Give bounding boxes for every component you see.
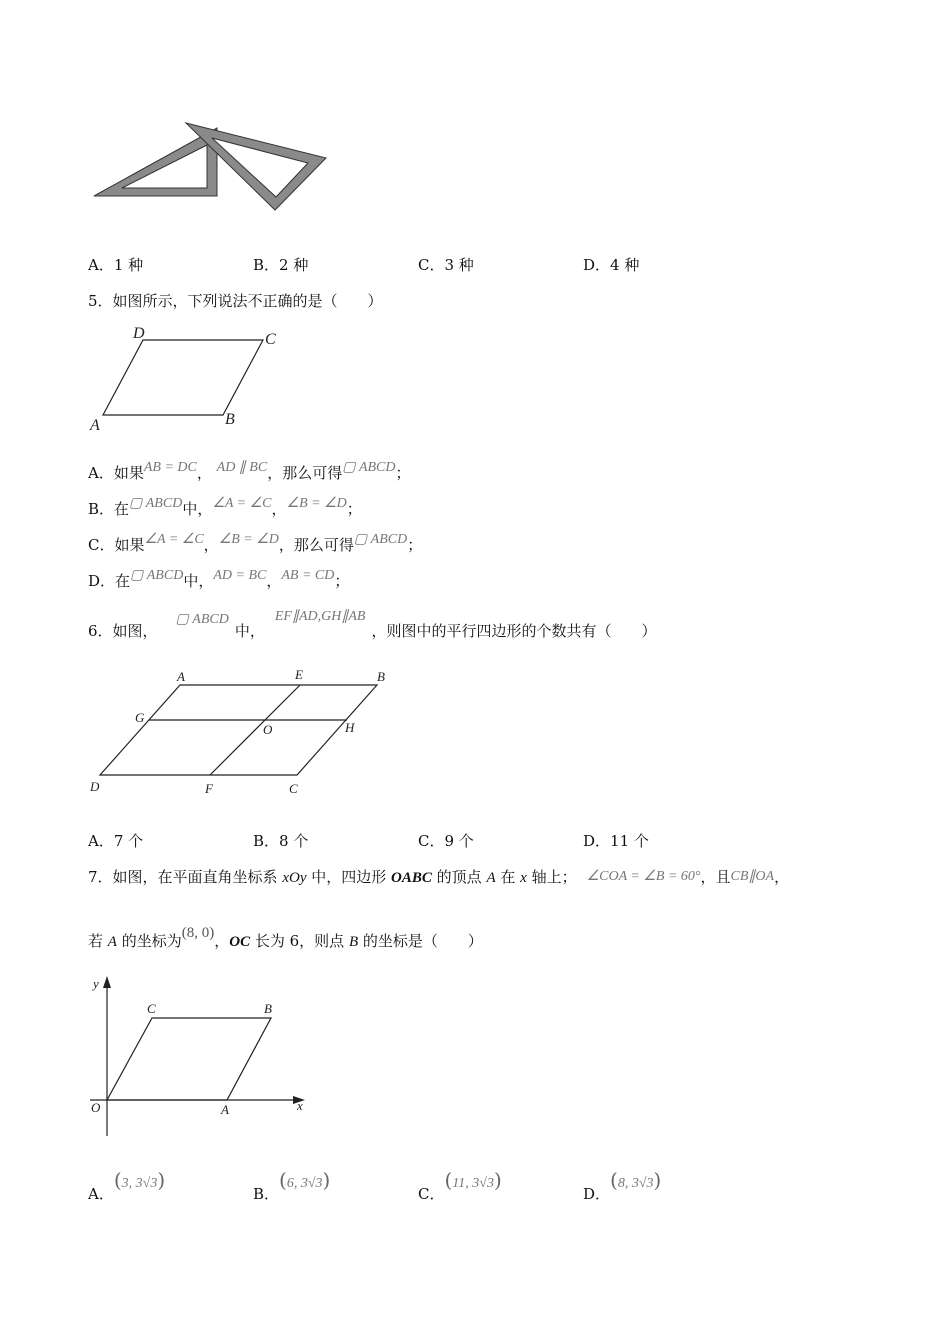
q5-label-b: B <box>225 411 235 428</box>
q6-label-a: A <box>177 669 185 684</box>
label-y: y <box>93 976 99 991</box>
q5-option-a[interactable]: A．如果AB = DC， AD ∥ BC，那么可得▢ ABCD； <box>88 460 411 482</box>
q6-label-o: O <box>263 722 273 737</box>
q5-label-a: A <box>90 417 100 434</box>
label-o: O <box>91 1100 101 1115</box>
q5-option-c[interactable]: C．如果∠A = ∠C，∠B = ∠D，那么可得▢ ABCD； <box>88 532 423 554</box>
q6-option-b[interactable]: B．8 个 <box>253 832 309 850</box>
q5-option-b[interactable]: B．在▢ ABCD中，∠A = ∠C，∠B = ∠D； <box>88 496 362 518</box>
q5-label-c: C <box>265 331 276 348</box>
label-a: A <box>221 1102 229 1117</box>
q6-option-d[interactable]: D．11 个 <box>583 832 649 850</box>
q6-label-h: H <box>345 720 355 735</box>
q6-parallelogram-figure <box>85 660 405 800</box>
q5-parallelogram-figure <box>85 320 295 435</box>
q4-option-b[interactable]: B．2 种 <box>253 256 309 274</box>
label-c: C <box>147 1001 156 1016</box>
q6-label-f: F <box>205 781 213 796</box>
q6-stem: 6．如图，▢ ABCD中，EF∥AD,GH∥AB，则图中的平行四边形的个数共有（ ） <box>88 609 657 640</box>
q6-label-b: B <box>377 669 385 684</box>
q5-option-d[interactable]: D．在▢ ABCD中，AD = BC，AB = CD； <box>88 568 350 590</box>
q4-option-a[interactable]: A．1 种 <box>88 256 144 274</box>
set-square-left-hole <box>122 145 207 188</box>
q6-option-a[interactable]: A．7 个 <box>88 832 144 850</box>
q7-coordinate-figure <box>85 972 325 1142</box>
q7-option-d[interactable]: D．(8, 3√3) <box>583 1168 662 1203</box>
q6-label-e: E <box>295 667 303 682</box>
q6-label-d: D <box>90 779 100 794</box>
q4-option-d[interactable]: D．4 种 <box>583 256 640 274</box>
parallelogram-oabc <box>107 1018 271 1100</box>
y-axis-arrow <box>103 976 111 988</box>
set-squares-figure <box>90 118 335 218</box>
label-x: x <box>297 1098 303 1113</box>
q5-label-d: D <box>133 325 145 342</box>
q7-stem-line1: 7．如图，在平面直角坐标系 xOy 中，四边形 OABC 的顶点 A 在 x 轴上； ∠COA = ∠B = 60°，且CB∥OA， <box>88 868 790 886</box>
q6-label-g: G <box>135 710 145 725</box>
q6-option-c[interactable]: C．9 个 <box>418 832 474 850</box>
q4-option-c[interactable]: C．3 种 <box>418 256 474 274</box>
q5-stem: 5．如图所示，下列说法不正确的是（ ） <box>88 292 383 310</box>
label-b: B <box>264 1001 272 1016</box>
q7-option-c[interactable]: C．(11, 3√3) <box>418 1168 502 1203</box>
q7-stem-line2: 若 A 的坐标为(8, 0)，OC 长为 6，则点 B 的坐标是（ ） <box>88 925 483 950</box>
q7-option-a[interactable]: A．(3, 3√3) <box>88 1168 166 1203</box>
q7-option-b[interactable]: B．(6, 3√3) <box>253 1168 331 1203</box>
q6-label-c: C <box>289 781 298 796</box>
